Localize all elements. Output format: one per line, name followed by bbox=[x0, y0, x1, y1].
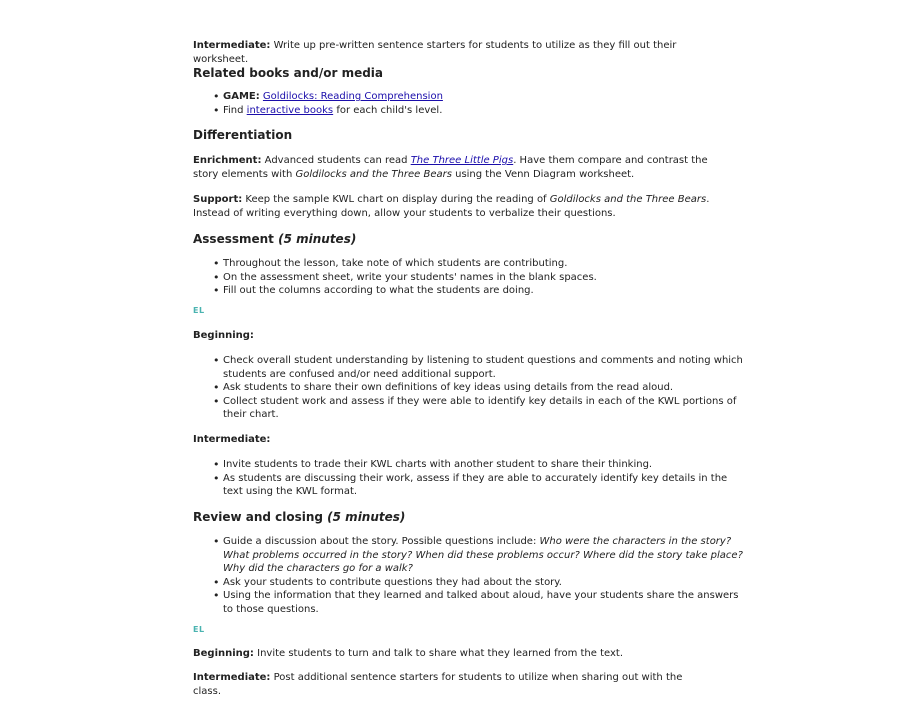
list-item: • Check overall student understanding by listening to student questions and comments and noting which students are confused and/or need additional support. bbox=[223, 354, 743, 381]
enrichment-text: Advanced students can read bbox=[261, 155, 411, 166]
list-item bbox=[223, 535, 743, 576]
enrichment-text: . Have them compare and contrast the story elements with bbox=[193, 155, 708, 180]
review-title: Review and closing bbox=[193, 510, 323, 524]
goldilocks-game-link[interactable]: Goldilocks: Reading Comprehension bbox=[262, 91, 443, 102]
list-item: • Invite students to trade their KWL charts with another student to share their thinking. bbox=[223, 458, 743, 472]
beginning-text: Invite students to turn and talk to share what they learned from the text. bbox=[253, 648, 624, 659]
support-text: Keep the sample KWL chart on display during the reading of bbox=[242, 194, 550, 205]
related-heading: Related books and/or media bbox=[193, 66, 384, 80]
interactive-books-link[interactable]: interactive books bbox=[246, 104, 334, 116]
list-item: • Fill out the columns according to what the students are doing. bbox=[223, 284, 743, 298]
list-item: • Using the information that they learned and talked about aloud, have your students share the answers to those questions. bbox=[223, 589, 743, 616]
intro-intermediate bbox=[193, 39, 713, 66]
review-beginning bbox=[193, 647, 713, 661]
el-tag: EL bbox=[193, 306, 205, 315]
beginning-label: Beginning: bbox=[193, 648, 254, 659]
find-text: Find bbox=[223, 104, 247, 116]
assessment-title: Assessment bbox=[193, 232, 274, 246]
book-title: Goldilocks and the Three Bears bbox=[295, 168, 452, 180]
assessment-heading bbox=[193, 231, 713, 247]
list-item: • Throughout the lesson, take note of which students are contributing. bbox=[223, 257, 743, 271]
intermediate-label: Intermediate: bbox=[193, 672, 271, 683]
support-text: . Instead of writing everything down, allow your students to verbalize their questions. bbox=[193, 194, 710, 219]
review-heading bbox=[193, 509, 713, 525]
list-item: • Collect student work and assess if they were able to identify key details in each of the KWL portions of their chart. bbox=[223, 395, 743, 422]
list-item: • Ask your students to contribute questions they had about the story. bbox=[223, 576, 743, 590]
list-item bbox=[223, 90, 743, 104]
beginning-list bbox=[193, 354, 743, 422]
three-little-pigs-title: The Three Little Pigs bbox=[410, 155, 514, 166]
game-label: GAME: bbox=[223, 91, 260, 102]
related-list bbox=[193, 90, 743, 117]
intermediate-list bbox=[193, 458, 743, 499]
intermediate-label: Intermediate: bbox=[193, 40, 271, 51]
level-text: for each child's level. bbox=[333, 104, 443, 116]
list-item: • On the assessment sheet, write your students' names in the blank spaces. bbox=[223, 271, 743, 285]
assessment-list bbox=[193, 257, 743, 298]
review-intermediate bbox=[193, 671, 713, 698]
review-duration: (5 minutes) bbox=[327, 510, 406, 524]
enrichment-label: Enrichment: bbox=[193, 155, 262, 166]
enrichment-text: using the Venn Diagram worksheet. bbox=[451, 168, 635, 180]
el-tag: EL bbox=[193, 625, 205, 634]
discussion-questions: Who were the characters in the story? What problems occurred in the story? When did these problems occur? Where did the story take place? Why did the characters go for a walk? bbox=[223, 536, 743, 574]
support-label: Support: bbox=[193, 194, 243, 205]
list-item: • As students are discussing their work, assess if they are able to accurately identify key details in the text using the KWL format. bbox=[223, 472, 743, 499]
list-item: • Ask students to share their own definitions of key ideas using details from the read aloud. bbox=[223, 381, 743, 395]
beginning-label bbox=[193, 329, 713, 343]
book-title: Goldilocks and the Three Bears bbox=[549, 194, 707, 205]
three-little-pigs-link[interactable] bbox=[411, 155, 514, 166]
intermediate-label bbox=[193, 433, 713, 447]
discussion-text: Guide a discussion about the story. Possible questions include: bbox=[223, 536, 540, 547]
intermediate-text: Post additional sentence starters for students to utilize when sharing out with the class. bbox=[193, 672, 683, 697]
differentiation-heading: Differentiation bbox=[193, 128, 293, 142]
list-item bbox=[223, 104, 743, 118]
beginning-label-text: Beginning: bbox=[193, 330, 254, 341]
intermediate-label-text: Intermediate: bbox=[193, 434, 271, 445]
intro-text: Write up pre-written sentence starters for students to utilize as they fill out their worksheet. bbox=[193, 40, 677, 65]
review-list bbox=[193, 535, 743, 616]
assessment-duration: (5 minutes) bbox=[278, 232, 357, 246]
support-paragraph bbox=[193, 193, 713, 220]
enrichment-paragraph bbox=[193, 154, 713, 181]
